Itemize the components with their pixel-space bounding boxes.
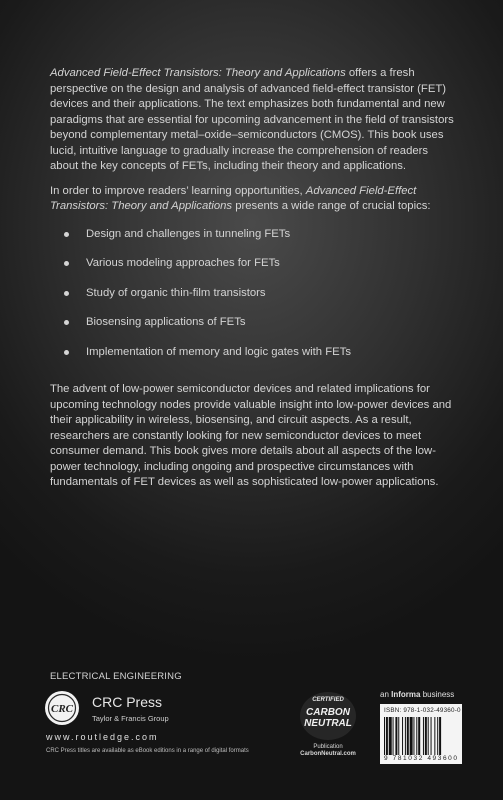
publisher-name: CRC Press — [92, 694, 163, 710]
carbon-publication-text: Publication CarbonNeutral.com — [300, 744, 356, 757]
topic-item: Implementation of memory and logic gates with FETs — [50, 345, 454, 375]
ebook-note: CRC Press titles are available as eBook editions in a range of digital formats — [46, 748, 249, 754]
isbn-barcode-box — [380, 704, 462, 764]
topic-item: Design and challenges in tunneling FETs — [50, 227, 454, 257]
bullet-icon — [64, 350, 69, 355]
barcode-number: 9 781032 493600 — [384, 755, 459, 762]
crc-logo-text: CRC — [50, 703, 74, 715]
topic-item: Study of organic thin-film transistors — [50, 286, 454, 316]
carbon-line1-text: CARBON — [306, 707, 350, 718]
bullet-icon — [64, 291, 69, 296]
barcode-icon — [384, 717, 458, 755]
description — [50, 66, 454, 491]
carbon-line2-text: NEUTRAL — [304, 718, 352, 729]
website-url: www.routledge.com — [46, 732, 159, 742]
book-title-italic: Advanced Field-Effect Transistors: Theory and Applications — [50, 67, 346, 79]
publisher-group: Taylor & Francis Group — [92, 714, 169, 723]
carbon-certified-text: CERTIFIED — [312, 697, 344, 703]
topics-list — [50, 227, 454, 375]
bullet-icon — [64, 320, 69, 325]
topic-item: Various modeling approaches for FETs — [50, 256, 454, 286]
bullet-icon — [64, 232, 69, 237]
crc-press-logo-icon — [44, 690, 80, 726]
book-title-italic: Advanced Field-Effect Transistors: Theory and Applications — [50, 184, 417, 212]
intro-paragraph: Advanced Field-Effect Transistors: Theory and Applications offers a fresh perspective on the design and analysis of advanced field-effect transistor (FET) devices and their applications. The text emphasizes both fundamental and new paradigms that are essential for upcoming advancement in the field of transistors beyond complementary metal–oxide–semiconductors (CMOS). This book uses lucid, intuitive language to gradually increase the comprehension of readers about the key concepts of FETs, including their theory and applications. — [50, 67, 454, 172]
informa-tagline: an Informa business — [380, 690, 455, 699]
isbn-number: ISBN: 978-1-032-49360-0 — [384, 707, 461, 714]
topics-intro-paragraph: In order to improve readers’ learning opportunities, Advanced Field-Effect Transistors: Theory and Applications presents a wide range of crucial topics: — [50, 184, 431, 212]
closing-paragraph: The advent of low-power semiconductor devices and related implications for upcoming technology nodes provide valuable insight into low-power devices and their applicability in wireless, biosensing, and circuit aspects. As a result, researchers are constantly looking for new semiconductor devices to meet consumer demand. This book gives more details about all aspects of the low-power technology, including ongoing and prospective circumstances with fundamentals of FET devices as well as sophisticated low-power applications. — [50, 383, 452, 488]
subject-category: ELECTRICAL ENGINEERING — [50, 671, 182, 682]
bullet-icon — [64, 261, 69, 266]
topic-item: Biosensing applications of FETs — [50, 315, 454, 345]
